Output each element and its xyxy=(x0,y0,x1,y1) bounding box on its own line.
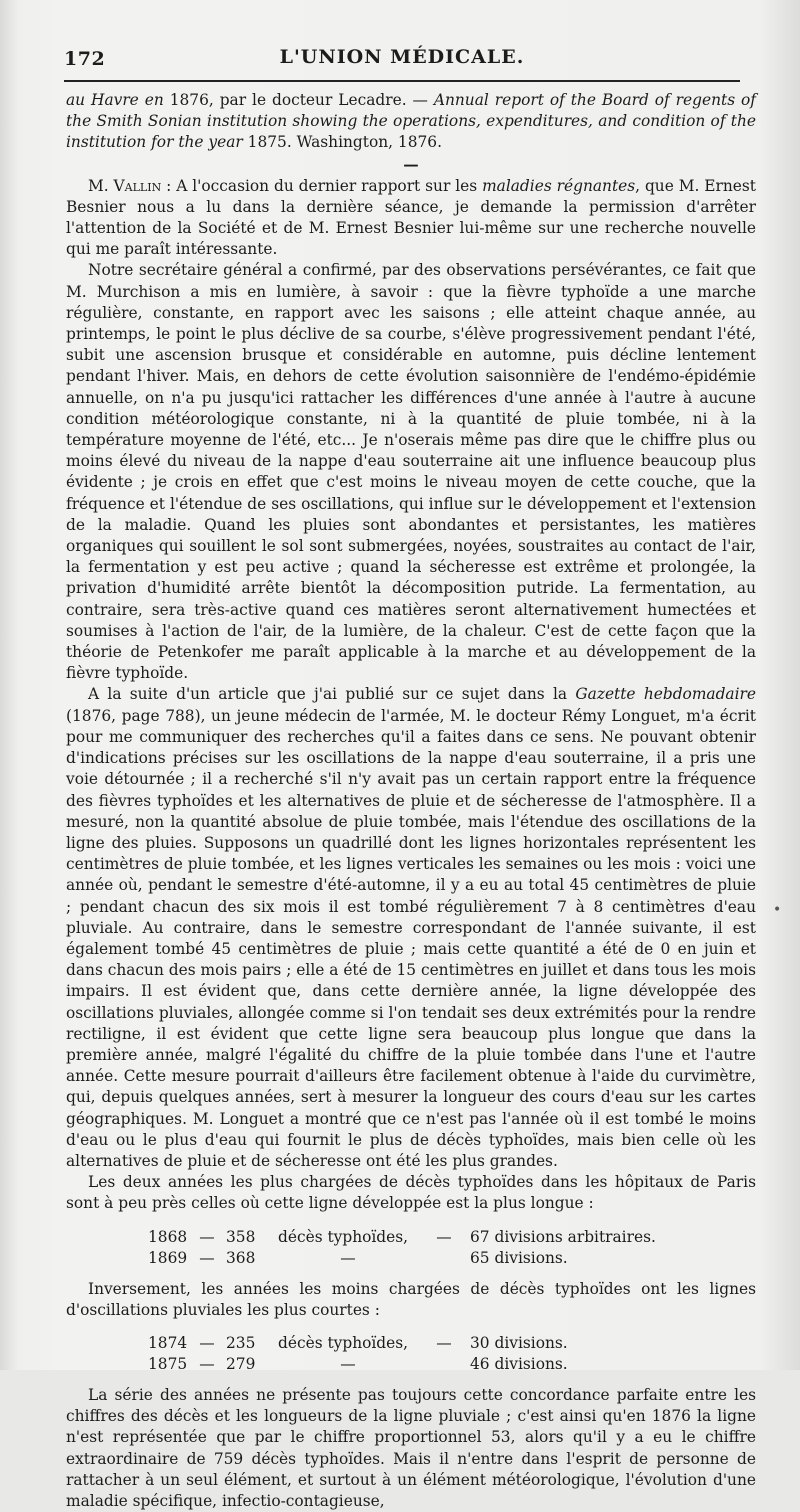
page-number: 172 xyxy=(64,48,106,70)
paragraph-5: Inversement, les années les moins chargées de décès typhoïdes ont les lignes d'oscillations pluviales les plus courtes : xyxy=(66,1279,756,1319)
high-mortality-table xyxy=(148,1227,662,1269)
table-cell-divisions: 46 divisions. xyxy=(470,1354,568,1373)
table-cell-year: 1868 xyxy=(148,1227,188,1246)
bib-place: au Havre en xyxy=(66,91,164,109)
table-cell-divisions: 30 divisions. xyxy=(470,1333,568,1352)
table-cell-dash: — xyxy=(199,1354,215,1373)
table-cell-sep xyxy=(424,1354,470,1375)
table-cell-divisions: 67 divisions arbitraires. xyxy=(470,1227,656,1246)
table-cell-year: 1874 xyxy=(148,1333,188,1352)
table-cell-dash: — xyxy=(199,1333,215,1352)
paragraph-1-italic: maladies régnantes xyxy=(482,176,636,195)
table-row xyxy=(148,1227,662,1248)
table-cell-year: 1875 xyxy=(148,1354,188,1373)
paragraph-6: La série des années ne présente pas toujours cette concordance parfaite entre les chiffres des décès et les longueurs de la ligne pluviale ; c'est ainsi qu'en 1876 la ligne n'est représentée que par le chiffre proportionnel 53, alors qu'il y a eu le chiffre extraordinaire de 759 décès typhoïdes. Mais il n'entre dans l'esprit de personne de rattacher à un seul élément, et surtout à un élément météorologique, l'évolution d'une maladie spécifique, infectio-contagieuse, xyxy=(66,1385,756,1510)
paragraph-4: Les deux années les plus chargées de décès typhoïdes dans les hôpitaux de Paris sont à peu près celles où cette ligne développée est la plus longue : xyxy=(66,1173,756,1213)
paragraph-3-text-b: (1876, page 788), un jeune médecin de l'armée, M. le docteur Rémy Longuet, m'a écrit pour me communiquer des recherches qu'il a faites dans ce sens. Ne pouvant obtenir d'indications précises sur les oscillations de la nappe d'eau souterraine, il a pris une voie détournée ; il a recherché s'il n'y avait pas un certain rapport entre la fréquence des fièvres typhoïdes et les alternatives de pluie et de sécheresse de l'atmosphère. Il a mesuré, non la quantité absolue de pluie tombée, mais l'étendue des oscillations de la ligne des pluies. Supposons un quadrillé dont les lignes horizontales représentent les centimètres de pluie tombée, et les lignes verticales les semaines ou les mois : voici une année où, pendant le semestre d'été-automne, il y a eu au total 45 centimètres de pluie ; pendant chacun des six mois il est tombé régulièrement 7 à 8 centimètres d'eau pluviale. Au contraire, dans le semestre correspondant de l'année suivante, il est également tombé 45 centimètres de pluie ; mais cette quantité a été de 0 en juin et dans chacun des mois pairs ; elle a été de 15 centimètres en juillet et dans tous les mois impairs. Il est évident que, dans cette dernière année, la ligne développée des oscillations pluviales, allongée comme si l'on tendait ses deux extrémités pour la rendre rectiligne, il est évident que cette ligne sera beaucoup plus longue que dans la première année, malgré l'égalité du chiffre de la pluie tombée dans l'une et l'autre année. Cette mesure pourrait d'ailleurs être facilement obtenue à l'aide du curvimètre, qui, depuis quelques années, sert à mesurer la longueur des cours d'eau sur les cartes géographiques. M. Longuet a montré que ce n'est pas l'année où il est tombé le moins d'eau ou le plus d'eau qui fournit le plus de décès typhoïdes, mais bien celle où les alternatives de pluie et de sécheresse ont été les plus grandes. xyxy=(66,706,756,1170)
table-cell-deaths: 279 xyxy=(226,1354,256,1373)
bib-report-title: Annual report of the Board of regents of the Smith Sonian institution showing the operations, expenditures, and condition of the institution for the year xyxy=(66,91,757,152)
header-rule xyxy=(64,80,740,82)
table-cell-deaths: 235 xyxy=(226,1333,256,1352)
table-row xyxy=(148,1333,574,1354)
table-row xyxy=(148,1354,574,1375)
page-header xyxy=(64,44,740,74)
margin-dot: • xyxy=(773,902,782,918)
paragraph-1-text-b: , que M. Ernest Besnier nous a lu dans la dernière séance, je demande la permission d'arrêter l'attention de la Société et de M. Ernest Besnier lui-même sur une recherche nouvelle qui me paraît intéressante. xyxy=(66,176,756,259)
table-cell-sep: — xyxy=(436,1227,452,1246)
section-separator: — xyxy=(403,155,419,174)
paragraph-1 xyxy=(66,176,756,261)
table-cell-sep: — xyxy=(436,1333,452,1352)
bibliography-entry xyxy=(66,90,756,154)
table-cell-year: 1869 xyxy=(148,1248,188,1267)
table-cell-deaths: 368 xyxy=(226,1248,256,1267)
bib-year: 1876, xyxy=(163,91,214,109)
running-title: L'UNION MÉDICALE. xyxy=(279,46,525,68)
table-cell-label: — xyxy=(340,1354,356,1373)
table-cell-label: décès typhoïdes, xyxy=(278,1227,409,1246)
paragraph-3 xyxy=(66,684,756,1172)
table-row xyxy=(148,1248,662,1269)
low-mortality-table xyxy=(148,1333,574,1375)
bib-report-tail: 1875. Washington, 1876. xyxy=(242,133,442,152)
page-body xyxy=(66,90,756,1512)
bib-author: par le docteur Lecadre. — xyxy=(213,91,434,109)
table-cell-dash: — xyxy=(199,1227,215,1246)
table-cell-label: — xyxy=(340,1248,356,1267)
paragraph-1-text-a: : A l'occasion du dernier rapport sur les xyxy=(161,176,483,195)
table-cell-divisions: 65 divisions. xyxy=(470,1248,568,1267)
table-cell-label: décès typhoïdes, xyxy=(278,1333,409,1352)
table-cell-sep xyxy=(424,1248,470,1269)
table-cell-dash: — xyxy=(199,1248,215,1267)
paragraph-3-italic: Gazette hebdomadaire xyxy=(575,685,756,704)
table-cell-deaths: 358 xyxy=(226,1227,256,1246)
speaker-name: M. Vallin xyxy=(88,176,162,195)
paragraph-2: Notre secrétaire général a confirmé, par des observations persévérantes, ce fait que M. Murchison a mis en lumière, à savoir : que la fièvre typhoïde a une marche régulière, constante, en rapport avec les saisons ; elle atteint chaque année, au printemps, le point le plus déclive de sa courbe, s'élève progressivement pendant l'été, subit une ascension brusque et considérable en automne, puis décline lentement pendant l'hiver. Mais, en dehors de cette évolution saisonnière de l'endémo-épidémie annuelle, on n'a pu jusqu'ici rattacher les différences d'une année à l'autre à aucune condition météorologique constante, ni à la quantité de pluie tombée, ni à la température moyenne de l'été, etc... Je n'oserais même pas dire que le chiffre plus ou moins élevé du niveau de la nappe d'eau souterraine ait une influence beaucoup plus évidente ; je crois en effet que c'est moins le niveau moyen de cette couche, que la fréquence et l'étendue de ses oscillations, qui influe sur le développement et l'extension de la maladie. Quand les pluies sont abondantes et persistantes, les matières organiques qui souillent le sol sont submergées, noyées, soustraites au contact de l'air, la fermentation y est peu active ; quand la sécheresse est extrême et prolongée, la privation d'humidité arrête bientôt la décomposition putride. La fermentation, au contraire, sera très-active quand ces matières seront alternativement humectées et soumises à l'action de l'air, de la lumière, de la chaleur. C'est de cette façon que la théorie de Petenkofer me paraît applicable à la marche et au développement de la fièvre typhoïde. xyxy=(66,261,756,683)
paragraph-3-text-a: A la suite d'un article que j'ai publié sur ce sujet dans la xyxy=(88,685,576,704)
